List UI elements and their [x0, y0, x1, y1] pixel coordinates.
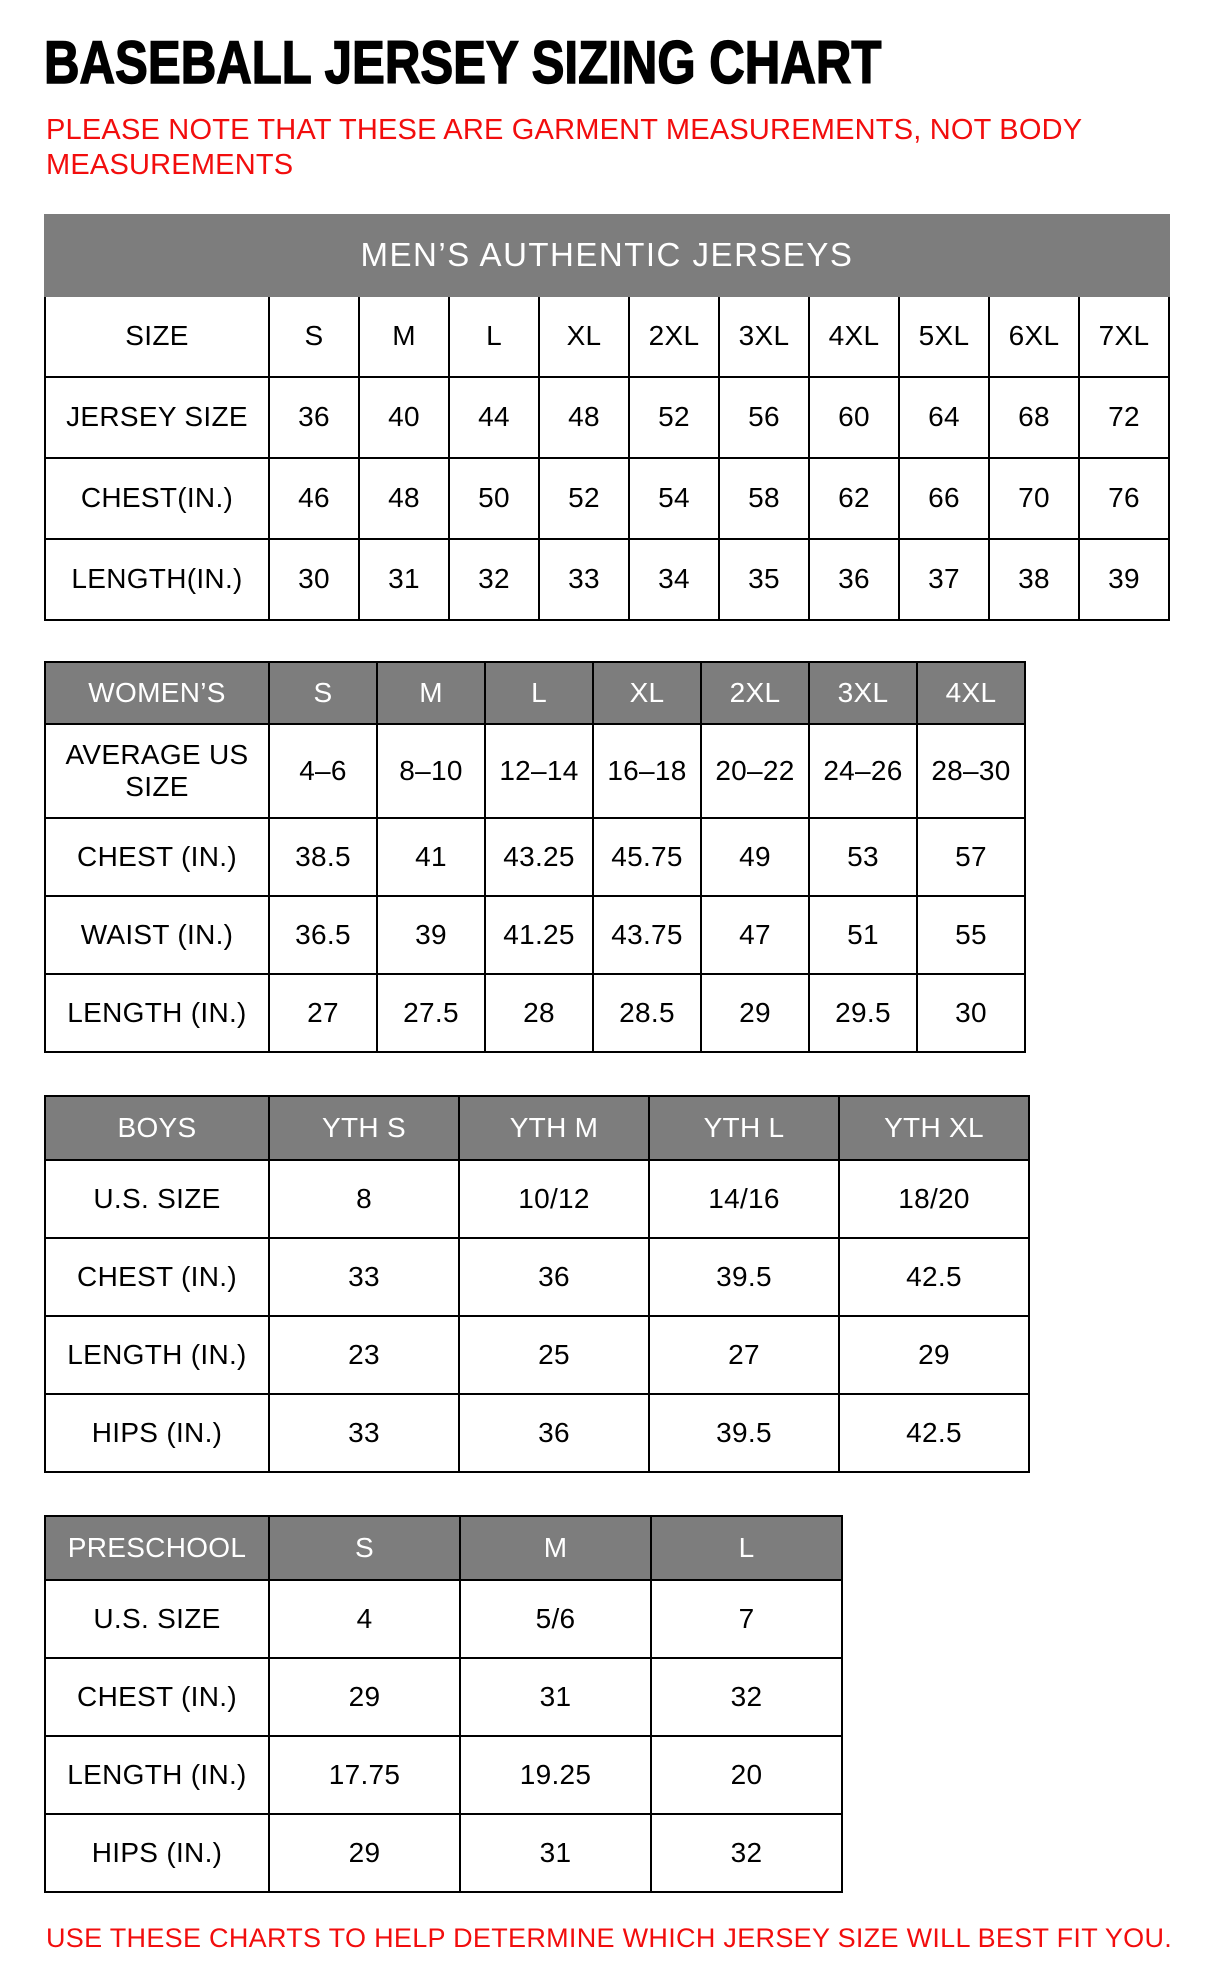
cell: 33 [539, 539, 629, 620]
cell: 27.5 [377, 974, 485, 1052]
size-header-cell: 2XL [701, 662, 809, 724]
cell: 12–14 [485, 724, 593, 818]
cell: 41.25 [485, 896, 593, 974]
cell: 28–30 [917, 724, 1025, 818]
cell: 36 [809, 539, 899, 620]
cell: 36 [269, 377, 359, 458]
cell: L [449, 296, 539, 377]
row-label: HIPS (IN.) [45, 1394, 269, 1472]
cell: 33 [269, 1394, 459, 1472]
cell: 36 [459, 1238, 649, 1316]
table-header-label: WOMEN’S [45, 662, 269, 724]
cell: 20 [651, 1736, 842, 1814]
cell: 31 [460, 1814, 651, 1892]
cell: 29 [839, 1316, 1029, 1394]
cell: 44 [449, 377, 539, 458]
table-row [45, 296, 1169, 377]
cell: 4–6 [269, 724, 377, 818]
cell: 76 [1079, 458, 1169, 539]
cell: 25 [459, 1316, 649, 1394]
cell: 35 [719, 539, 809, 620]
cell: 48 [539, 377, 629, 458]
size-header-cell: S [269, 1516, 460, 1580]
cell: 58 [719, 458, 809, 539]
cell: 31 [460, 1658, 651, 1736]
table-row [45, 458, 1169, 539]
cell: 43.25 [485, 818, 593, 896]
cell: 39.5 [649, 1238, 839, 1316]
cell: 19.25 [460, 1736, 651, 1814]
cell: 56 [719, 377, 809, 458]
cell: 37 [899, 539, 989, 620]
row-label: LENGTH (IN.) [45, 1316, 269, 1394]
cell: 27 [649, 1316, 839, 1394]
row-label: CHEST (IN.) [45, 1658, 269, 1736]
cell: 6XL [989, 296, 1079, 377]
size-header-cell: L [651, 1516, 842, 1580]
size-header-cell: L [485, 662, 593, 724]
size-header-cell: M [460, 1516, 651, 1580]
row-label: CHEST(IN.) [45, 458, 269, 539]
cell: 64 [899, 377, 989, 458]
preschool-table [44, 1515, 843, 1893]
cell: 55 [917, 896, 1025, 974]
cell: 20–22 [701, 724, 809, 818]
cell: 24–26 [809, 724, 917, 818]
cell: 45.75 [593, 818, 701, 896]
cell: 49 [701, 818, 809, 896]
cell: 42.5 [839, 1238, 1029, 1316]
cell: 30 [269, 539, 359, 620]
cell: 29 [269, 1658, 460, 1736]
size-header-cell: 3XL [809, 662, 917, 724]
row-label: CHEST (IN.) [45, 1238, 269, 1316]
cell: 51 [809, 896, 917, 974]
row-label: U.S. SIZE [45, 1580, 269, 1658]
cell: 52 [629, 377, 719, 458]
cell: 70 [989, 458, 1079, 539]
boys-table [44, 1095, 1030, 1473]
cell: 4 [269, 1580, 460, 1658]
row-label: AVERAGE US SIZE [45, 724, 269, 818]
cell: XL [539, 296, 629, 377]
cell: 38.5 [269, 818, 377, 896]
cell: 8 [269, 1160, 459, 1238]
cell: 39 [377, 896, 485, 974]
cell: 5XL [899, 296, 989, 377]
table-header-row [45, 1516, 842, 1580]
cell: 2XL [629, 296, 719, 377]
row-label: LENGTH (IN.) [45, 1736, 269, 1814]
table-row [45, 1394, 1029, 1472]
table-row [45, 974, 1025, 1052]
garment-measurements-note: PLEASE NOTE THAT THESE ARE GARMENT MEASUREMENTS, NOT BODY MEASUREMENTS [46, 114, 1082, 182]
womens-table [44, 661, 1026, 1053]
size-header-cell: YTH M [459, 1096, 649, 1160]
table-row [45, 1238, 1029, 1316]
cell: 7 [651, 1580, 842, 1658]
size-header-cell: YTH S [269, 1096, 459, 1160]
table-row [45, 818, 1025, 896]
cell: 32 [449, 539, 539, 620]
cell: 32 [651, 1814, 842, 1892]
cell: 18/20 [839, 1160, 1029, 1238]
cell: 36.5 [269, 896, 377, 974]
cell: 28.5 [593, 974, 701, 1052]
cell: 68 [989, 377, 1079, 458]
cell: 39 [1079, 539, 1169, 620]
cell: 8–10 [377, 724, 485, 818]
cell: 10/12 [459, 1160, 649, 1238]
cell: 46 [269, 458, 359, 539]
page-title: BASEBALL JERSEY SIZING CHART [44, 29, 882, 96]
cell: 36 [459, 1394, 649, 1472]
row-label: CHEST (IN.) [45, 818, 269, 896]
cell: 4XL [809, 296, 899, 377]
table-row [45, 1580, 842, 1658]
table-row [45, 1160, 1029, 1238]
cell: 47 [701, 896, 809, 974]
table-row [45, 1736, 842, 1814]
mens-table [44, 214, 1170, 621]
cell: M [359, 296, 449, 377]
table-row [45, 1658, 842, 1736]
cell: 29 [701, 974, 809, 1052]
cell: 32 [651, 1658, 842, 1736]
fit-advice-footer: USE THESE CHARTS TO HELP DETERMINE WHICH JERSEY SIZE WILL BEST FIT YOU. [46, 1922, 1173, 1953]
table-row [45, 724, 1025, 818]
table-row [45, 896, 1025, 974]
cell: 48 [359, 458, 449, 539]
cell: 3XL [719, 296, 809, 377]
cell: 30 [917, 974, 1025, 1052]
cell: 43.75 [593, 896, 701, 974]
row-label: JERSEY SIZE [45, 377, 269, 458]
cell: 17.75 [269, 1736, 460, 1814]
size-header-cell: XL [593, 662, 701, 724]
cell: 60 [809, 377, 899, 458]
cell: 29.5 [809, 974, 917, 1052]
table-header-row [45, 1096, 1029, 1160]
row-label: WAIST (IN.) [45, 896, 269, 974]
table-row [45, 1814, 842, 1892]
cell: 50 [449, 458, 539, 539]
cell: 57 [917, 818, 1025, 896]
table-header-label: PRESCHOOL [45, 1516, 269, 1580]
cell: 54 [629, 458, 719, 539]
cell: 52 [539, 458, 629, 539]
cell: 16–18 [593, 724, 701, 818]
cell: 41 [377, 818, 485, 896]
row-label: U.S. SIZE [45, 1160, 269, 1238]
size-header-cell: YTH L [649, 1096, 839, 1160]
cell: 62 [809, 458, 899, 539]
cell: 27 [269, 974, 377, 1052]
mens-table-title: MEN’S AUTHENTIC JERSEYS [45, 215, 1169, 296]
cell: 39.5 [649, 1394, 839, 1472]
cell: 34 [629, 539, 719, 620]
cell: 40 [359, 377, 449, 458]
cell: 53 [809, 818, 917, 896]
cell: S [269, 296, 359, 377]
row-label: SIZE [45, 296, 269, 377]
cell: 14/16 [649, 1160, 839, 1238]
table-header-row [45, 662, 1025, 724]
size-header-cell: S [269, 662, 377, 724]
row-label: HIPS (IN.) [45, 1814, 269, 1892]
size-header-cell: M [377, 662, 485, 724]
cell: 7XL [1079, 296, 1169, 377]
cell: 72 [1079, 377, 1169, 458]
cell: 23 [269, 1316, 459, 1394]
cell: 31 [359, 539, 449, 620]
cell: 42.5 [839, 1394, 1029, 1472]
size-header-cell: YTH XL [839, 1096, 1029, 1160]
cell: 5/6 [460, 1580, 651, 1658]
size-header-cell: 4XL [917, 662, 1025, 724]
table-banner-row [45, 215, 1169, 296]
table-row [45, 539, 1169, 620]
table-header-label: BOYS [45, 1096, 269, 1160]
cell: 66 [899, 458, 989, 539]
cell: 33 [269, 1238, 459, 1316]
table-row [45, 377, 1169, 458]
row-label: LENGTH(IN.) [45, 539, 269, 620]
cell: 29 [269, 1814, 460, 1892]
row-label: LENGTH (IN.) [45, 974, 269, 1052]
table-row [45, 1316, 1029, 1394]
cell: 38 [989, 539, 1079, 620]
cell: 28 [485, 974, 593, 1052]
